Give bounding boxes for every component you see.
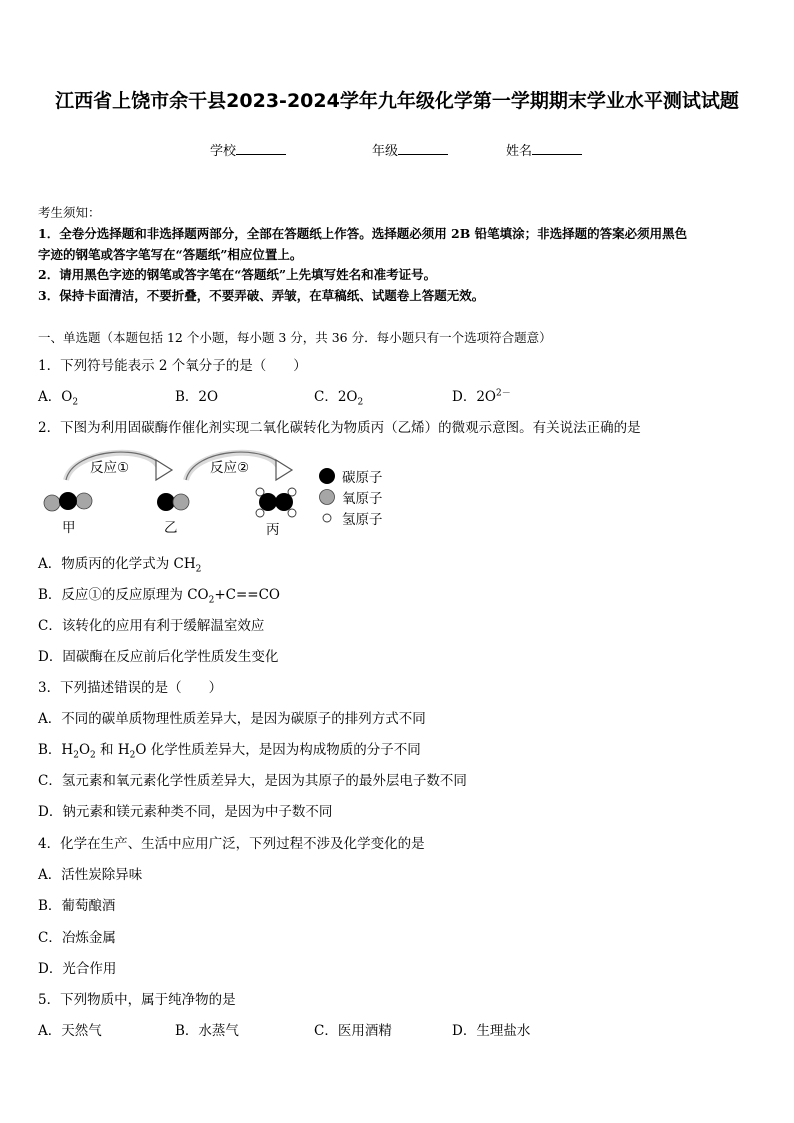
q4-option-b[interactable]: B．葡萄酿酒 — [38, 898, 116, 914]
legend-hydrogen-icon — [323, 514, 331, 522]
q3-option-d[interactable]: D．钠元素和镁元素种类不同，是因为中子数不同 — [38, 804, 333, 820]
question-3-stem: 3．下列描述错误的是（ ） — [38, 680, 223, 696]
notice-item-1a: 1．全卷分选择题和非选择题两部分，全部在答题纸上作答。选择题必须用 2B 铅笔填涂；非选择题的答案必须用黑色 — [38, 226, 688, 241]
q1-d-sup: 2－ — [495, 388, 511, 399]
notice-item-3: 3．保持卡面清洁，不要折叠，不要弄破、弄皱，在草稿纸、试题卷上答题无效。 — [38, 288, 485, 303]
legend-carbon-icon — [319, 468, 335, 484]
school-field[interactable] — [210, 140, 286, 159]
reaction-1-arrowhead-icon — [156, 460, 172, 480]
notice-heading: 考生须知： — [38, 205, 101, 220]
q1-d-text: D．2O — [452, 389, 496, 405]
molecule-bing-icon — [256, 488, 296, 517]
q5-option-d[interactable]: D．生理盐水 — [452, 1023, 531, 1039]
name-blank[interactable] — [532, 142, 582, 155]
q2-b-text: B．反应①的反应原理为 CO — [38, 587, 209, 603]
notice-item-1b: 字迹的钢笔或答字笔写在“答题纸”相应位置上。 — [38, 247, 303, 262]
reaction-2-label: 反应② — [210, 460, 250, 476]
q2-option-c[interactable]: C．该转化的应用有利于缓解温室效应 — [38, 618, 265, 634]
q3-b-sub2: 2 — [90, 750, 96, 761]
reaction-1-label: 反应① — [90, 460, 130, 476]
legend-hydrogen-label: 氢原子 — [342, 512, 383, 528]
q2-a-text: A．物质丙的化学式为 CH — [38, 556, 196, 572]
school-label: 学校 — [210, 144, 237, 159]
question-2-stem: 2．下图为利用固碳酶作催化剂实现二氧化碳转化为物质丙（乙烯）的微观示意图。有关说法正确的是 — [38, 420, 641, 436]
grade-label: 年级 — [372, 144, 399, 159]
q1-option-b[interactable] — [175, 385, 218, 405]
q1-b-text: B．2O — [175, 389, 219, 405]
q2-a-sub: 2 — [195, 564, 202, 575]
reaction-2-arrowhead-icon — [276, 460, 292, 480]
grade-field[interactable] — [372, 140, 448, 159]
section-heading: 一、单选题（本题包括 12 个小题，每小题 3 分，共 36 分．每小题只有一个选项符合题意） — [38, 330, 552, 345]
q1-a-text: A．O — [38, 389, 73, 405]
question-5-stem: 5．下列物质中，属于纯净物的是 — [38, 992, 236, 1008]
q3-option-c[interactable]: C．氢元素和氧元素化学性质差异大，是因为其原子的最外层电子数不同 — [38, 773, 467, 789]
q4-option-d[interactable]: D．光合作用 — [38, 961, 117, 977]
q5-option-c[interactable]: C．医用酒精 — [314, 1023, 392, 1039]
school-blank[interactable] — [236, 142, 286, 155]
q2-option-d[interactable]: D．固碳酶在反应前后化学性质发生变化 — [38, 649, 279, 665]
q3-b-part4: O 化学性质差异大，是因为构成物质的分子不同 — [135, 742, 421, 758]
q5-option-b[interactable]: B．水蒸气 — [175, 1023, 239, 1039]
q2-option-b[interactable] — [38, 583, 280, 606]
q1-a-sub: 2 — [72, 397, 79, 408]
q2-b-post: +C==CO — [214, 587, 281, 603]
legend-carbon-label: 碳原子 — [342, 470, 383, 486]
q3-b-part1: B．H — [38, 742, 74, 758]
q3-b-sub1: 2 — [73, 750, 79, 761]
q3-b-part3: 和 H — [95, 742, 130, 758]
name-field[interactable] — [506, 140, 582, 159]
legend-oxygen-icon — [320, 490, 335, 505]
q2-b-sub: 2 — [208, 595, 215, 606]
notice-item-2: 2．请用黑色字迹的钢笔或答字笔在“答题纸”上先填写姓名和准考证号。 — [38, 267, 437, 282]
q1-option-d[interactable] — [452, 385, 511, 405]
q3-b-part2: O — [78, 742, 91, 758]
q2-option-a[interactable] — [38, 552, 201, 575]
name-label: 姓名 — [506, 144, 533, 159]
q1-c-sub: 2 — [357, 397, 364, 408]
page-title: 江西省上饶市余干县2023-2024学年九年级化学第一学期期末学业水平测试试题 — [55, 90, 739, 112]
q3-option-a[interactable]: A．不同的碳单质物理性质差异大，是因为碳原子的排列方式不同 — [38, 711, 426, 727]
reaction-diagram — [38, 440, 398, 540]
q3-option-b[interactable] — [38, 738, 421, 761]
molecule-yi-icon — [157, 493, 189, 511]
q1-option-c[interactable] — [314, 385, 363, 408]
q5-option-a[interactable]: A．天然气 — [38, 1023, 102, 1039]
grade-blank[interactable] — [398, 142, 448, 155]
legend-oxygen-label: 氧原子 — [342, 491, 383, 507]
q3-b-sub3: 2 — [129, 750, 136, 761]
label-bing: 丙 — [266, 522, 280, 538]
label-jia: 甲 — [62, 520, 76, 536]
q4-option-a[interactable]: A．活性炭除异味 — [38, 867, 143, 883]
q1-c-text: C．2O — [314, 389, 358, 405]
question-1-stem: 1．下列符号能表示 2 个氧分子的是（ ） — [38, 358, 307, 374]
label-yi: 乙 — [164, 520, 178, 536]
q4-option-c[interactable]: C．冶炼金属 — [38, 930, 116, 946]
question-4-stem: 4．化学在生产、生活中应用广泛，下列过程不涉及化学变化的是 — [38, 836, 425, 852]
molecule-jia-icon — [44, 492, 92, 511]
q1-option-a[interactable] — [38, 385, 78, 408]
